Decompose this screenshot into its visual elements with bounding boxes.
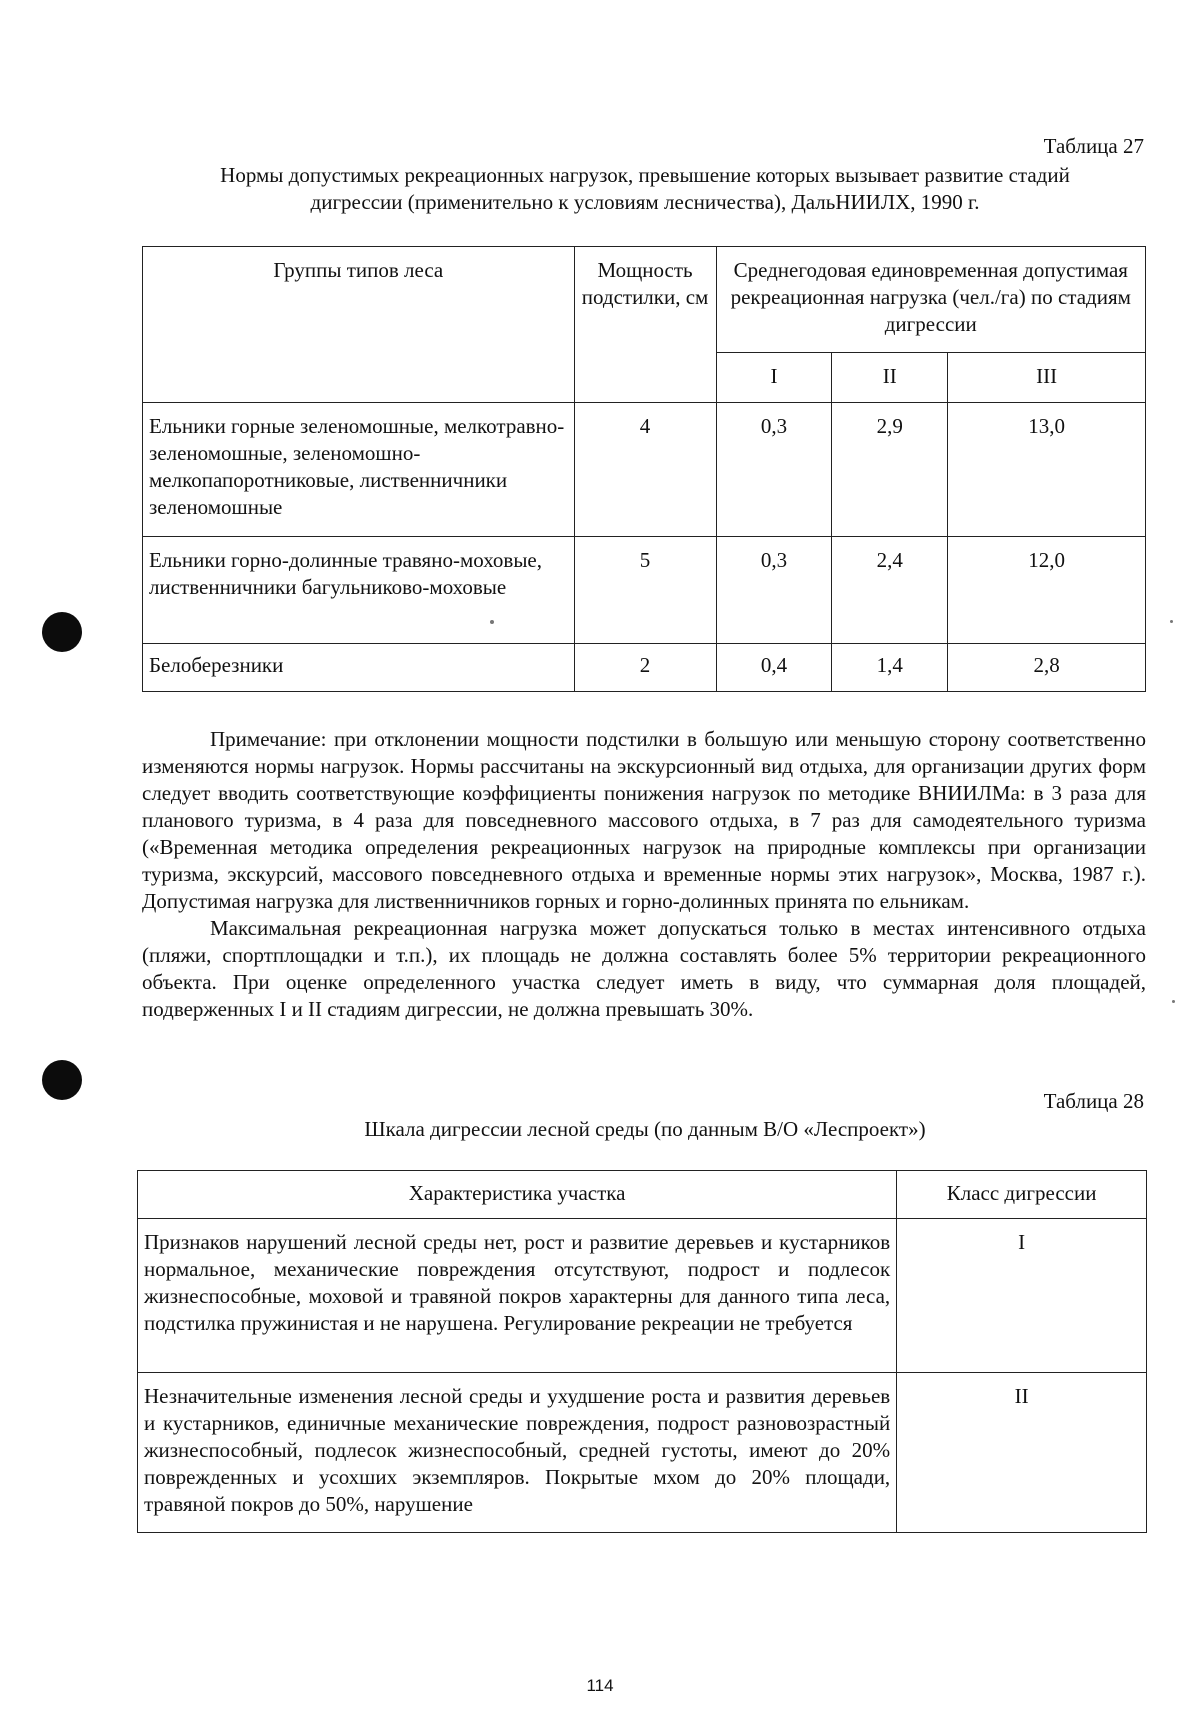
table-28-title: Шкала дигрессии лесной среды (по данным В/О «Леспроект») [364,1117,926,1141]
scan-speck [1172,1000,1175,1003]
note-block [142,726,1146,1023]
row-characteristic: Незначительные изменения лесной среды и ухудшение роста и развития деревьев и кустарников, единичные механические повреждения, подрост разновозрастный жизнеспособный, подлесок жизнеспособный, средней густоты, имеют до 20% поврежденных и усохших экземпляров. Покрытые мхом до 20% площади, травяной покров до 50%, нарушение [138,1373,897,1533]
row-group: Ельники горно-долинные травяно-моховые, лиственничники багульниково-моховые [143,537,575,644]
row-class: II [897,1373,1147,1533]
header-litter: Мощность подстилки, см [574,247,716,403]
table-27 [142,246,1146,692]
row-stage-3: 13,0 [948,403,1146,537]
row-stage-3: 2,8 [948,644,1146,692]
header-stage-1: I [716,353,832,403]
row-group: Белоберезники [143,644,575,692]
table-27-caption: Таблица 27 [1043,134,1144,158]
note-paragraph-2: Максимальная рекреационная нагрузка может допускаться только в местах интенсивного отдыха (пляжи, спортплощадки и т.п.), их площадь не должна составлять более 5% территории рекреационного объекта. При оценке определенного участка следует иметь в виду, что суммарная доля площадей, подверженных I и II стадиям дигрессии, не должна превышать 30%. [142,916,1146,1021]
note-paragraph-1: Примечание: при отклонении мощности подстилки в большую или меньшую сторону соответственно изменяются нормы нагрузок. Нормы рассчитаны на экскурсионный вид отдыха, для организации других форм следует вводить соответствующие коэффициенты понижения нагрузок по методике ВНИИЛМа: в 3 раза для планового туризма, в 4 раза для повседневного массового отдыха, в 7 раз для самодеятельного туризма («Временная методика определения рекреационных нагрузок на природные комплексы при организации туризма, экскурсий, массового повседневного отдыха и временные нормы этих нагрузок», Москва, 1987 г.). Допустимая нагрузка для лиственничников горных и горно-долинных принята по ельникам. [142,727,1146,913]
row-stage-1: 0,4 [716,644,832,692]
row-litter: 2 [574,644,716,692]
header-stage-3: III [948,353,1146,403]
row-stage-1: 0,3 [716,403,832,537]
header-stage-2: II [832,353,948,403]
table-row [143,537,1146,644]
table-row [138,1373,1147,1533]
header-class: Класс дигрессии [897,1171,1147,1219]
table-27-title-line-1: Нормы допустимых рекреационных нагрузок, превышение которых вызывает развитие стадий [220,163,1070,187]
row-class: I [897,1219,1147,1373]
header-characteristic: Характеристика участка [138,1171,897,1219]
table-27-title-line-2: дигрессии (применительно к условиям лесничества), ДальНИИЛХ, 1990 г. [310,190,980,214]
row-stage-2: 1,4 [832,644,948,692]
punch-hole-mark [42,1060,82,1100]
page-number: 114 [586,1676,614,1695]
header-load: Среднегодовая единовременная допустимая рекреационная нагрузка (чел./га) по стадиям дигрессии [716,247,1145,353]
table-row [138,1219,1147,1373]
row-stage-3: 12,0 [948,537,1146,644]
header-group: Группы типов леса [143,247,575,403]
scan-speck [1170,620,1173,623]
table-28 [137,1170,1147,1533]
row-litter: 4 [574,403,716,537]
punch-hole-mark [42,612,82,652]
row-stage-1: 0,3 [716,537,832,644]
row-group: Ельники горные зеленомошные, мелкотравно-зеленомошные, зеленомошно-мелкопапоротниковые, лиственничники зеленомошные [143,403,575,537]
row-litter: 5 [574,537,716,644]
table-28-caption: Таблица 28 [1043,1089,1144,1113]
row-stage-2: 2,4 [832,537,948,644]
table-row [143,403,1146,537]
table-row [143,644,1146,692]
row-characteristic: Признаков нарушений лесной среды нет, рост и развитие деревьев и кустарников нормальное, механические повреждения отсутствуют, подрост и подлесок жизнеспособные, моховой и травяной покров характерны для данного типа леса, подстилка пружинистая и не нарушена. Регулирование рекреации не требуется [138,1219,897,1373]
row-stage-2: 2,9 [832,403,948,537]
